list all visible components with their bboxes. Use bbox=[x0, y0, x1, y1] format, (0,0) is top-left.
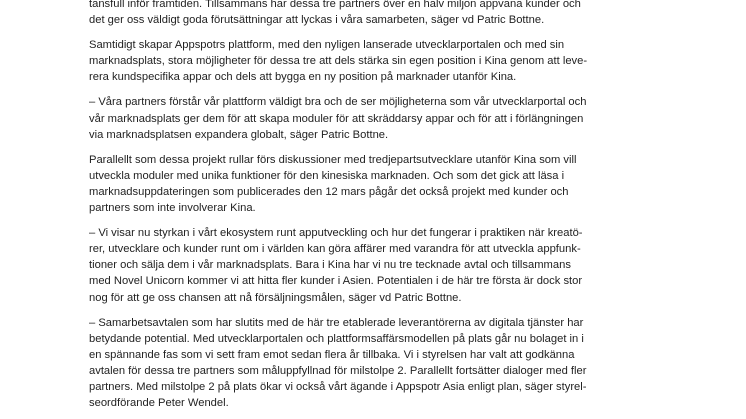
text-line: en spännande fas som vi sett fram emot sedan flera år tillbaka. Vi i styrelsen har valt att godkänna bbox=[89, 348, 575, 361]
text-line: det ger oss väldigt goda förutsättningar att lyckas i våra samarbeten, säger vd Patric Bottne. bbox=[89, 14, 545, 27]
paragraph-1 bbox=[89, 0, 669, 28]
text-line: partners. Med milstolpe 2 på plats ökar vi också vårt ägande i Appspotr Asia enligt plan, säger styrel- bbox=[89, 380, 587, 393]
text-line: rer, utvecklare och kunder runt om i världen kan göra affärer med varandra för att utveckla appfunk- bbox=[89, 243, 581, 256]
text-line: – Våra partners förstår vår plattform väldigt bra och de ser möjligheterna som vår utvecklarportal och bbox=[89, 96, 587, 109]
text-line: utveckla moduler med unika funktioner för den kinesiska marknaden. Och som det gick att läsa i bbox=[89, 169, 565, 182]
body-text-column bbox=[89, 0, 669, 419]
paragraph-4 bbox=[89, 152, 669, 216]
text-line: marknadsplats, stora möjligheter för dessa tre att dels stärka sin egen position i Kina genom att leve- bbox=[89, 55, 588, 68]
text-line: avtalen för dessa tre partners som måluppfyllnad för milstolpe 2. Parallellt fortsätter dialoger med fler bbox=[89, 364, 587, 377]
text-line: rera kundspecifika appar och dels att bygga en ny position på marknader utanför Kina. bbox=[89, 71, 517, 84]
text-line: Parallellt som dessa projekt rullar förs diskussioner med tredjepartsutvecklare utanför Kina som vill bbox=[89, 153, 577, 166]
text-line: – Vi visar nu styrkan i vårt ekosystem runt apputveckling och hur det fungerar i praktiken när kreatö- bbox=[89, 227, 583, 240]
text-line: betydande potential. Med utvecklarportalen och plattformsaffärsmodellen på plats går nu bolaget in i bbox=[89, 332, 584, 345]
text-line: med Novel Unicorn kommer vi att hitta fler kunder i Asien. Potentialen i de här tre första är dock stor bbox=[89, 275, 583, 288]
text-line: vår marknadsplats ger dem för att skapa moduler för att skräddarsy appar och för att i förlängningen bbox=[89, 112, 584, 125]
text-line: tansfull inför framtiden. Tillsammans har dessa tre partners över en halv miljon appvana kunder och bbox=[89, 0, 581, 10]
text-line: tioner och sälja dem i vår marknadsplats. Bara i Kina har vi nu tre tecknade avtal och tillsammans bbox=[89, 259, 571, 272]
text-line: – Samarbetsavtalen som har slutits med de här tre etablerade leverantörerna av digitala tjänster har bbox=[89, 316, 584, 329]
text-line: via marknadsplatsen expandera globalt, säger Patric Bottne. bbox=[89, 128, 389, 141]
text-line: Samtidigt skapar Appspotrs plattform, med den nyligen lanserade utvecklarportalen och med sin bbox=[89, 39, 565, 52]
paragraph-3 bbox=[89, 94, 669, 142]
paragraph-6 bbox=[89, 315, 669, 412]
text-line: seordförande Peter Wendel. bbox=[89, 397, 229, 410]
text-line: nog för att ge oss chansen att nå försäljningsmålen, säger vd Patric Bottne. bbox=[89, 291, 462, 304]
paragraph-5 bbox=[89, 225, 669, 305]
text-line: partners som inte involverar Kina. bbox=[89, 202, 256, 215]
text-line: marknadsuppdateringen som publicerades den 12 mars pågår det också projekt med kunder och bbox=[89, 185, 569, 198]
paragraph-2 bbox=[89, 37, 669, 85]
